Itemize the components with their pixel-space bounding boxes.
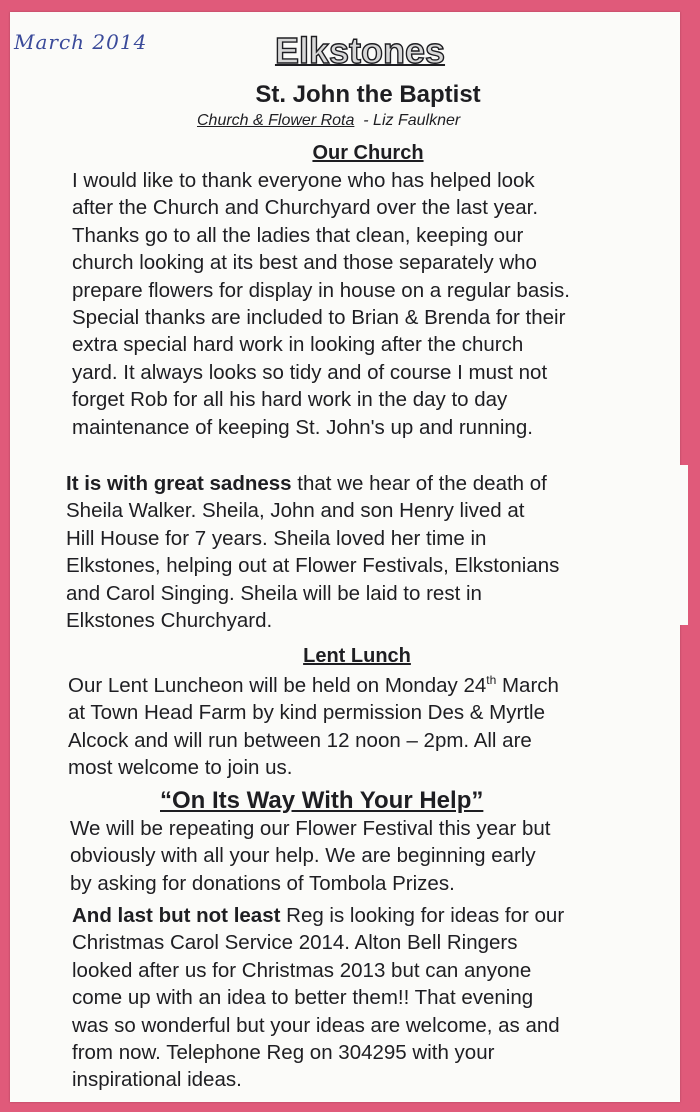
paragraph-line: after the Church and Churchyard over the last year. bbox=[72, 196, 539, 220]
line-text: Reg is looking for ideas for our bbox=[280, 904, 565, 927]
page-title: Elkstones bbox=[274, 30, 446, 71]
paragraph-line: forget Rob for all his hard work in the day to day bbox=[72, 388, 508, 412]
paragraph-line: extra special hard work in looking after the church bbox=[72, 333, 524, 357]
paragraph-line: We will be repeating our Flower Festival this year but bbox=[70, 817, 551, 840]
paragraph-line: church looking at its best and those separately who bbox=[72, 251, 537, 275]
paragraph-line: Alcock and will run between 12 noon – 2pm. All are bbox=[68, 728, 532, 752]
byline bbox=[197, 112, 460, 130]
line-text: Our Lent Luncheon will be held on Monday 24 bbox=[68, 673, 487, 697]
paragraph-line: come up with an idea to better them!! That evening bbox=[72, 986, 534, 1010]
church-name: St. John the Baptist bbox=[255, 81, 481, 108]
paragraph-line bbox=[72, 902, 672, 929]
line-text: that we hear of the death of bbox=[291, 472, 547, 495]
paragraph-line: Elkstones Churchyard. bbox=[66, 609, 273, 633]
handwritten-date: March 2014 bbox=[14, 30, 148, 54]
author: - Liz Faulkner bbox=[363, 112, 461, 129]
paragraph-line: I would like to thank everyone who has helped look bbox=[72, 169, 535, 192]
last-paragraph bbox=[72, 902, 672, 1094]
sadness-lead: It is with great sadness bbox=[66, 472, 292, 495]
lent-lunch-paragraph bbox=[68, 667, 668, 781]
paragraph-line: most welcome to join us. bbox=[68, 756, 293, 780]
festival-heading: “On Its Way With Your Help” bbox=[160, 787, 484, 814]
paragraph-line: and Carol Singing. Sheila will be laid to rest in bbox=[66, 581, 482, 605]
paragraph-line: Elkstones, helping out at Flower Festivals, Elkstonians bbox=[66, 554, 560, 578]
our-church-heading: Our Church bbox=[312, 142, 424, 164]
paragraph-line bbox=[66, 470, 666, 497]
lent-lunch-heading: Lent Lunch bbox=[303, 645, 411, 667]
paper-edge bbox=[680, 465, 688, 625]
rota-label: Church & Flower Rota bbox=[197, 112, 355, 129]
paragraph-line bbox=[68, 667, 668, 699]
our-church-paragraph bbox=[72, 167, 672, 441]
paragraph-line: obviously with all your help. We are beginning early bbox=[70, 844, 536, 868]
paragraph-line: maintenance of keeping St. John's up and running. bbox=[72, 415, 533, 439]
paragraph-line: yard. It always looks so tidy and of course I must not bbox=[72, 360, 548, 384]
paragraph-line: from now. Telephone Reg on 304295 with your bbox=[72, 1041, 495, 1065]
paragraph-line: Special thanks are included to Brian & Brenda for their bbox=[72, 306, 566, 330]
paragraph-line: prepare flowers for display in house on a regular basis. bbox=[72, 278, 570, 302]
paragraph-line: by asking for donations of Tombola Prizes. bbox=[70, 871, 455, 895]
sadness-paragraph bbox=[66, 470, 666, 634]
paragraph-line: Thanks go to all the ladies that clean, keeping our bbox=[72, 223, 524, 247]
paragraph-line: inspirational ideas. bbox=[72, 1068, 242, 1092]
ordinal-suffix: th bbox=[486, 673, 497, 687]
paragraph-line: Sheila Walker. Sheila, John and son Henry lived at bbox=[66, 499, 525, 523]
last-lead: And last but not least bbox=[72, 904, 281, 927]
paragraph-line: at Town Head Farm by kind permission Des & Myrtle bbox=[68, 701, 545, 725]
paragraph-line: was so wonderful but your ideas are welcome, as and bbox=[72, 1013, 560, 1037]
paragraph-line: Christmas Carol Service 2014. Alton Bell Ringers bbox=[72, 931, 518, 955]
line-text: March bbox=[496, 673, 559, 697]
paragraph-line: looked after us for Christmas 2013 but can anyone bbox=[72, 958, 532, 982]
festival-paragraph bbox=[70, 815, 670, 897]
paragraph-line: Hill House for 7 years. Sheila loved her time in bbox=[66, 526, 487, 550]
